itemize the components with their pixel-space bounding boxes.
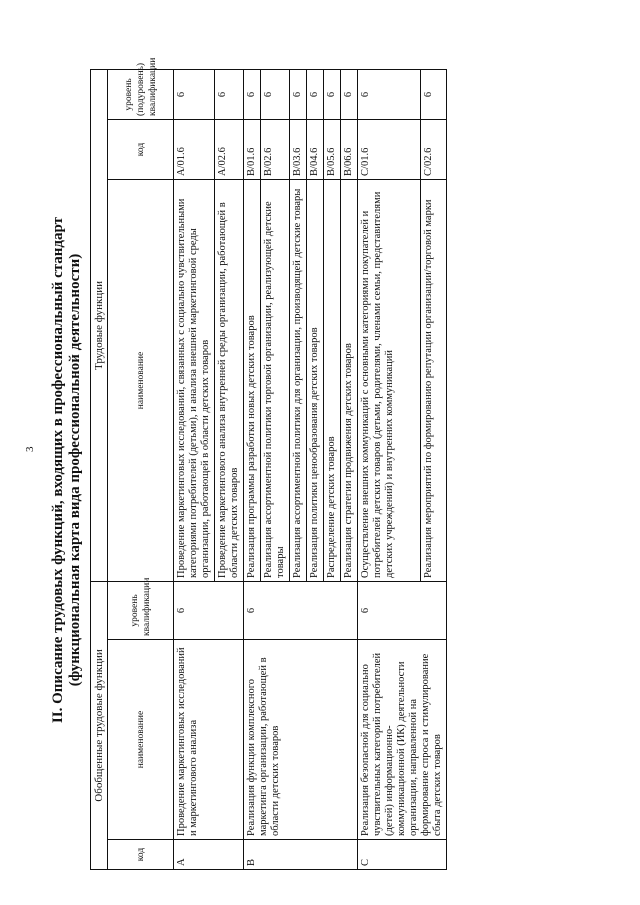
function-level: 6 bbox=[341, 69, 358, 119]
function-code: C/01.6 bbox=[358, 119, 421, 179]
group-b-name: Реализация функции комплексного маркетинга организации, работающей в области детских товаров bbox=[244, 640, 358, 840]
col-header-tf-level: уровень (подуровень) квалификации bbox=[108, 69, 174, 119]
group-b-code: B bbox=[244, 840, 358, 870]
table-row bbox=[358, 69, 421, 869]
function-name: Реализация ассортиментной политики для организации, производящей детские товары bbox=[290, 179, 307, 581]
group-header-row bbox=[91, 69, 108, 869]
group-a-code: A bbox=[174, 840, 244, 870]
function-level: 6 bbox=[215, 69, 244, 119]
function-code: B/04.6 bbox=[307, 119, 324, 179]
document-title bbox=[50, 70, 84, 870]
function-code: A/02.6 bbox=[215, 119, 244, 179]
function-name: Проведение маркетингового анализа внутренней среды организации, работающей в области детских товаров bbox=[215, 179, 244, 581]
group-a-name: Проведение маркетинговых исследований и маркетингового анализа bbox=[174, 640, 244, 840]
function-level: 6 bbox=[290, 69, 307, 119]
title-line-1: II. Описание трудовых функций, входящих в профессиональный стандарт bbox=[50, 216, 66, 724]
generalized-functions-header: Обобщенные трудовые функции bbox=[91, 581, 108, 869]
function-code: B/01.6 bbox=[244, 119, 261, 179]
function-code: B/03.6 bbox=[290, 119, 307, 179]
col-header-level: уровень квалификации bbox=[108, 581, 174, 639]
function-level: 6 bbox=[174, 69, 215, 119]
group-c-level: 6 bbox=[358, 581, 447, 639]
function-level: 6 bbox=[261, 69, 290, 119]
function-code: B/05.6 bbox=[324, 119, 341, 179]
functional-map-table bbox=[90, 57, 447, 870]
function-level: 6 bbox=[324, 69, 341, 119]
page-number: 3 bbox=[24, 446, 36, 452]
group-b-level: 6 bbox=[244, 581, 358, 639]
col-header-name: наименование bbox=[108, 640, 174, 840]
table-row bbox=[174, 69, 215, 869]
function-name: Распределение детских товаров bbox=[324, 179, 341, 581]
group-c-name: Реализация безопасной для социально чувствительных категорий потребителей (детей) информационно-коммуникационной (ИК) деятельности организации, направленной на формирование спроса и стимулирование сбыта детских товаров bbox=[358, 640, 447, 840]
function-name: Проведение маркетинговых исследований, связанных с социально чувствительными категориями потребителей (детьми), и анализа внешней маркетинговой среды организации, работающей в области детских товаров bbox=[174, 179, 215, 581]
col-header-code: код bbox=[108, 840, 174, 870]
function-code: B/06.6 bbox=[341, 119, 358, 179]
function-level: 6 bbox=[244, 69, 261, 119]
group-a-level: 6 bbox=[174, 581, 244, 639]
table-row bbox=[244, 69, 261, 869]
function-code: B/02.6 bbox=[261, 119, 290, 179]
labor-functions-header: Трудовые функции bbox=[91, 69, 108, 581]
group-c-code: C bbox=[358, 840, 447, 870]
function-level: 6 bbox=[307, 69, 324, 119]
function-name: Реализация политики ценообразования детских товаров bbox=[307, 179, 324, 581]
function-name: Реализация программы разработки новых детских товаров bbox=[244, 179, 261, 581]
column-header-row bbox=[108, 69, 174, 869]
function-name: Реализация стратегии продвижения детских товаров bbox=[341, 179, 358, 581]
function-name: Осуществление внешних коммуникаций с основными категориями покупателей и потребителей детских товаров (детьми, родителями, членами семьи, представителями детских учреждений) и внутренних коммуникаций bbox=[358, 179, 421, 581]
function-name: Реализация мероприятий по формированию репутации организации/торговой марки bbox=[420, 179, 446, 581]
function-code: C/02.6 bbox=[420, 119, 446, 179]
function-level: 6 bbox=[420, 69, 446, 119]
function-code: A/01.6 bbox=[174, 119, 215, 179]
function-name: Реализация ассортиментной политики торговой организации, реализующей детские товары bbox=[261, 179, 290, 581]
rotated-page-content bbox=[50, 57, 620, 870]
title-line-2: (функциональная карта вида профессиональной деятельности) bbox=[67, 253, 83, 687]
col-header-tf-name: наименование bbox=[108, 179, 174, 581]
col-header-tf-code: код bbox=[108, 119, 174, 179]
function-level: 6 bbox=[358, 69, 421, 119]
